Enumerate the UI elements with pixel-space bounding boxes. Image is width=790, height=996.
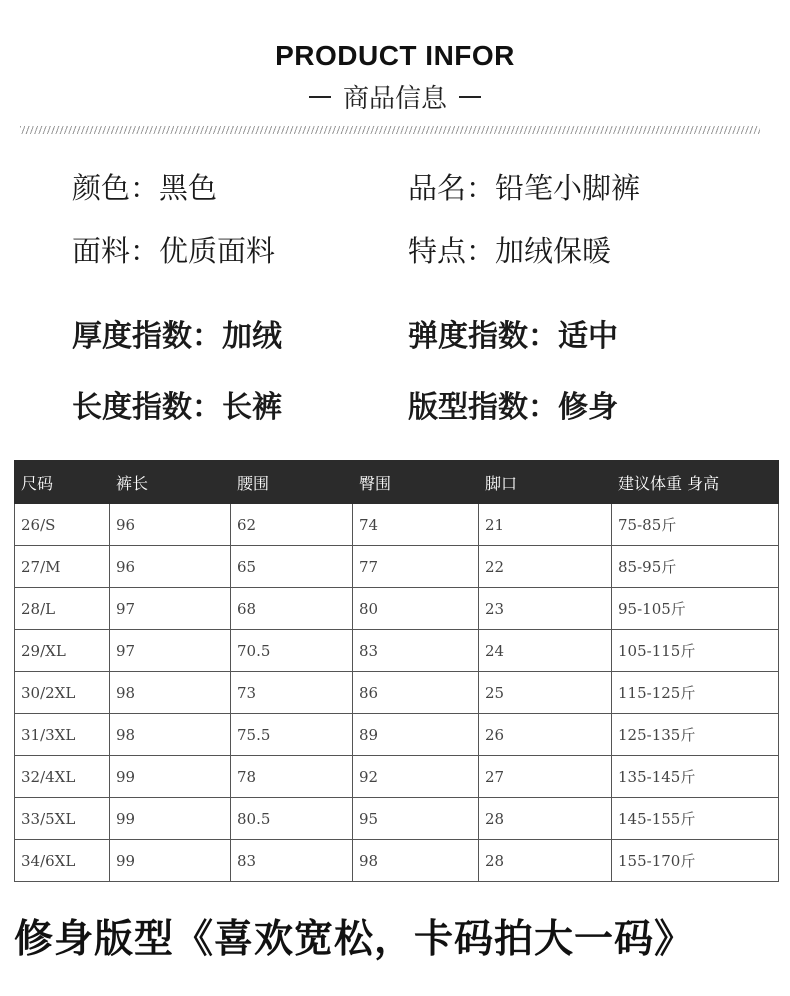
cell-waist: 70.5: [231, 630, 353, 672]
cell-hem: 26: [479, 714, 612, 756]
attr-length: 长度指数：长裤: [72, 390, 282, 425]
cell-size: 28/L: [15, 588, 110, 630]
cell-hip: 77: [353, 546, 479, 588]
cell-length: 96: [110, 504, 231, 546]
table-row: [15, 672, 779, 714]
cell-hip: 95: [353, 798, 479, 840]
table-row: [15, 546, 779, 588]
cell-weight: 155-170斤: [612, 840, 779, 882]
cell-weight: 135-145斤: [612, 756, 779, 798]
attr-elasticity: 弹度指数：适中: [408, 319, 618, 354]
title-chinese: 商品信息: [342, 84, 447, 114]
cell-size: 31/3XL: [15, 714, 110, 756]
attr-fit: 版型指数：修身: [408, 390, 618, 425]
cell-length: 97: [110, 588, 231, 630]
cell-weight: 125-135斤: [612, 714, 779, 756]
cell-hip: 83: [353, 630, 479, 672]
cell-waist: 68: [231, 588, 353, 630]
cell-waist: 62: [231, 504, 353, 546]
cell-size: 27/M: [15, 546, 110, 588]
cell-hem: 22: [479, 546, 612, 588]
cell-length: 98: [110, 714, 231, 756]
attr-feature: 特点：加绒保暖: [408, 234, 612, 268]
cell-waist: 78: [231, 756, 353, 798]
attr-row-4: [72, 382, 772, 432]
cell-waist: 80.5: [231, 798, 353, 840]
size-table: [14, 460, 779, 882]
table-row: [15, 840, 779, 882]
cell-waist: 73: [231, 672, 353, 714]
title-english: PRODUCT INFOR: [275, 40, 515, 71]
cell-hip: 98: [353, 840, 479, 882]
cell-length: 99: [110, 756, 231, 798]
title-chinese-wrap: [0, 78, 790, 115]
cell-hip: 74: [353, 504, 479, 546]
header-hem: 脚口: [479, 461, 612, 504]
attr-row-2: [72, 229, 772, 279]
hatched-divider: [20, 126, 760, 134]
header-hip: 臀围: [353, 461, 479, 504]
cell-hip: 80: [353, 588, 479, 630]
cell-size: 33/5XL: [15, 798, 110, 840]
cell-length: 99: [110, 840, 231, 882]
left-dash: [309, 96, 331, 98]
cell-size: 26/S: [15, 504, 110, 546]
table-row: [15, 504, 779, 546]
cell-length: 96: [110, 546, 231, 588]
cell-hem: 25: [479, 672, 612, 714]
header-waist: 腰围: [231, 461, 353, 504]
cell-hem: 21: [479, 504, 612, 546]
cell-length: 99: [110, 798, 231, 840]
attr-row-1: [72, 166, 772, 216]
cell-size: 34/6XL: [15, 840, 110, 882]
cell-size: 32/4XL: [15, 756, 110, 798]
cell-hip: 86: [353, 672, 479, 714]
right-dash: [459, 96, 481, 98]
cell-hip: 92: [353, 756, 479, 798]
table-row: [15, 756, 779, 798]
cell-weight: 85-95斤: [612, 546, 779, 588]
cell-hip: 89: [353, 714, 479, 756]
cell-hem: 28: [479, 798, 612, 840]
cell-length: 97: [110, 630, 231, 672]
size-table-header: [15, 461, 779, 504]
table-row: [15, 630, 779, 672]
attr-row-3: [72, 311, 772, 361]
cell-weight: 105-115斤: [612, 630, 779, 672]
cell-waist: 83: [231, 840, 353, 882]
cell-weight: 115-125斤: [612, 672, 779, 714]
table-row: [15, 798, 779, 840]
cell-size: 30/2XL: [15, 672, 110, 714]
header-length: 裤长: [110, 461, 231, 504]
cell-hem: 28: [479, 840, 612, 882]
header-weight: 建议体重 身高: [612, 461, 779, 504]
fit-note: 修身版型《喜欢宽松，卡码拍大一码》: [14, 917, 695, 962]
cell-length: 98: [110, 672, 231, 714]
product-info-header: [0, 40, 790, 115]
attr-color: 颜色：黑色: [72, 171, 218, 205]
attr-name: 品名：铅笔小脚裤: [408, 171, 641, 205]
cell-hem: 24: [479, 630, 612, 672]
table-row: [15, 714, 779, 756]
cell-weight: 95-105斤: [612, 588, 779, 630]
attr-thickness: 厚度指数：加绒: [72, 319, 282, 354]
cell-size: 29/XL: [15, 630, 110, 672]
header-size: 尺码: [15, 461, 110, 504]
cell-weight: 75-85斤: [612, 504, 779, 546]
cell-hem: 23: [479, 588, 612, 630]
table-row: [15, 588, 779, 630]
cell-weight: 145-155斤: [612, 798, 779, 840]
cell-waist: 75.5: [231, 714, 353, 756]
cell-hem: 27: [479, 756, 612, 798]
attr-material: 面料：优质面料: [72, 234, 276, 268]
cell-waist: 65: [231, 546, 353, 588]
